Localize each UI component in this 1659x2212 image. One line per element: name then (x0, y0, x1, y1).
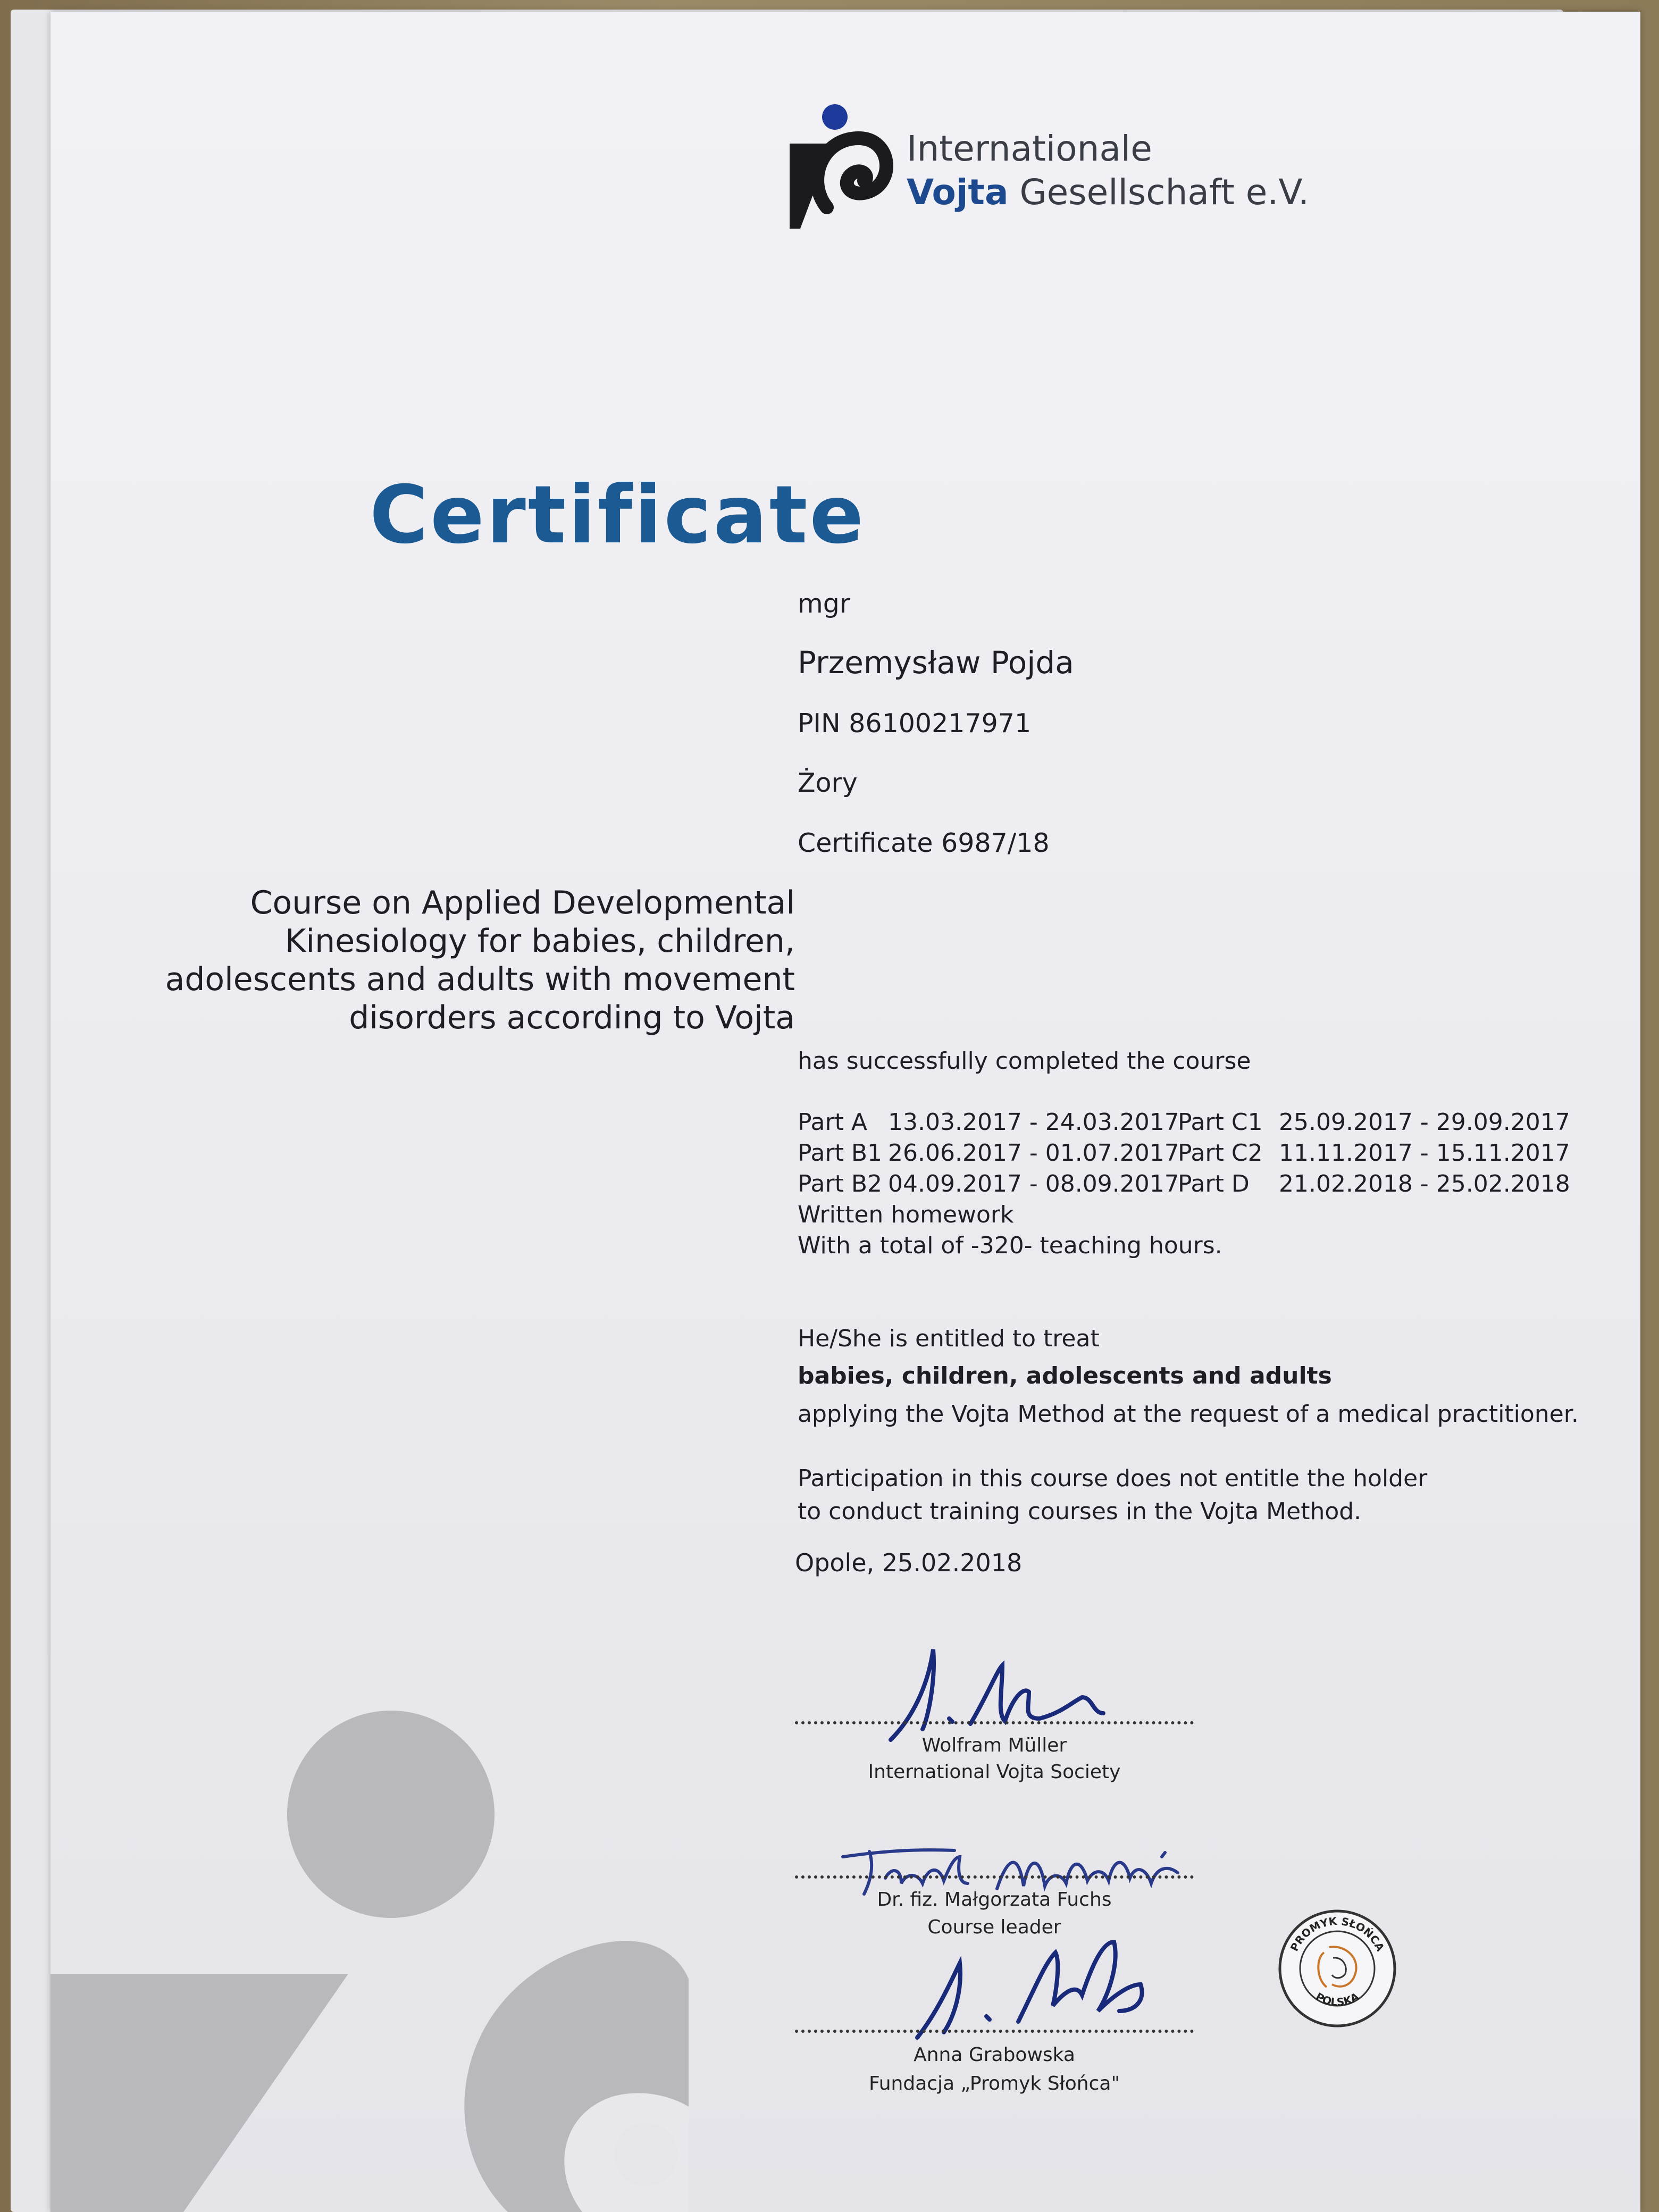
recipient-degree: mgr (798, 589, 850, 619)
vojta-logo-icon (790, 101, 896, 229)
homework-block (798, 1200, 1222, 1261)
signatory-2-role: Course leader (927, 1916, 1061, 1938)
part-dates: 26.06.2017 - 01.07.2017 (888, 1139, 1179, 1167)
part-row (798, 1169, 1179, 1200)
entitled-line2: babies, children, adolescents and adults (798, 1362, 1332, 1389)
course-title (157, 884, 795, 1037)
signatory-2-name: Dr. fiz. Małgorzata Fuchs (877, 1889, 1112, 1911)
stamp-bottom-text: POLSKA (1313, 1990, 1361, 2009)
part-row (1178, 1169, 1570, 1200)
place-date: Opole, 25.02.2018 (795, 1548, 1023, 1577)
part-row (1178, 1107, 1570, 1138)
signature-line-3 (795, 2030, 1194, 2033)
homework-text: Written homework (798, 1201, 1014, 1228)
promyk-slonca-stamp-icon (1273, 1905, 1401, 2032)
part-row (798, 1138, 1179, 1169)
signatory-1-role: International Vojta Society (868, 1761, 1121, 1783)
parts-left-column (798, 1107, 1179, 1200)
certificate-number: Certificate 6987/18 (798, 828, 1050, 858)
signature-1-icon (869, 1639, 1157, 1745)
logo-line1: Internationale (907, 128, 1152, 169)
signature-line-2 (795, 1875, 1194, 1879)
course-line: Course on Applied Developmental (250, 884, 795, 921)
participation-note (798, 1462, 1427, 1528)
recipient-city: Żory (798, 768, 858, 798)
participation-line: to conduct training courses in the Vojta Method. (798, 1498, 1362, 1525)
signatory-3-role: Fundacja „Promyk Słońca" (868, 2073, 1120, 2094)
recipient-name: Przemysław Pojda (798, 644, 1074, 681)
part-label: Part A (798, 1109, 867, 1136)
part-label: Part B2 (798, 1170, 883, 1197)
signature-line-1 (795, 1721, 1194, 1724)
signatory-1-name: Wolfram Müller (921, 1735, 1067, 1756)
watermark-logo-icon (51, 1703, 689, 2212)
part-label: Part C1 (1178, 1109, 1263, 1136)
entitled-line1: He/She is entitled to treat (798, 1325, 1100, 1352)
course-line: disorders according to Vojta (349, 999, 795, 1036)
stamp-top-text: PROMYK SŁOŃCA (1287, 1914, 1387, 1954)
logo-brand: Vojta (907, 172, 1009, 213)
part-label: Part D (1178, 1170, 1250, 1197)
entitled-line3: applying the Vojta Method at the request of a medical practitioner. (798, 1401, 1579, 1428)
page-title: Certificate (370, 469, 866, 562)
parts-right-column (1178, 1107, 1570, 1200)
part-dates: 04.09.2017 - 08.09.2017 (888, 1170, 1179, 1197)
part-dates: 21.02.2018 - 25.02.2018 (1279, 1170, 1570, 1197)
logo-line2 (907, 171, 1309, 213)
signatory-3-name: Anna Grabowska (914, 2044, 1075, 2066)
part-row (1178, 1138, 1570, 1169)
part-label: Part B1 (798, 1139, 883, 1167)
part-label: Part C2 (1178, 1139, 1263, 1167)
course-line: Kinesiology for babies, children, (285, 923, 795, 960)
participation-line: Participation in this course does not entitle the holder (798, 1465, 1428, 1492)
part-dates: 11.11.2017 - 15.11.2017 (1279, 1139, 1570, 1167)
completed-text: has successfully completed the course (798, 1048, 1251, 1075)
total-hours: With a total of -320- teaching hours. (798, 1232, 1222, 1259)
recipient-pin: PIN 86100217971 (798, 708, 1032, 739)
logo-rest: Gesellschaft e.V. (1008, 172, 1310, 213)
part-row (798, 1107, 1179, 1138)
course-line: adolescents and adults with movement (165, 961, 795, 998)
part-dates: 13.03.2017 - 24.03.2017 (888, 1109, 1179, 1136)
part-dates: 25.09.2017 - 29.09.2017 (1279, 1109, 1570, 1136)
certificate-paper (51, 12, 1640, 2212)
